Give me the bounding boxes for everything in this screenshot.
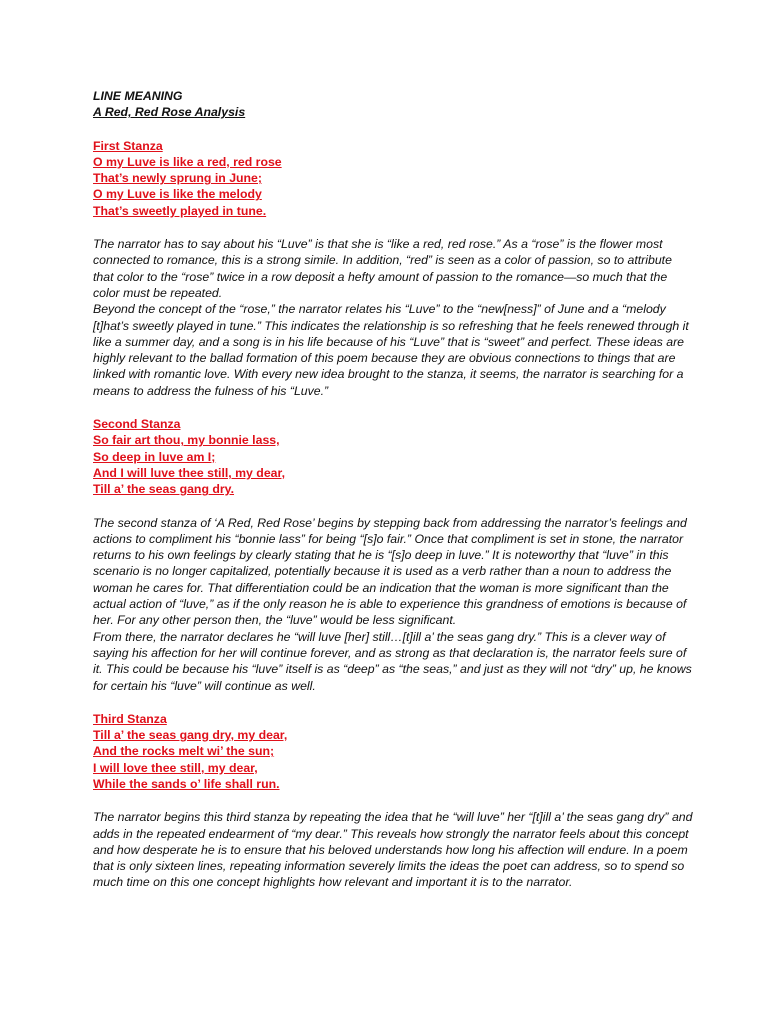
analysis-first-stanza: [93, 236, 693, 399]
analysis-second-stanza: [93, 515, 693, 694]
stanza-third: [93, 711, 693, 792]
stanza-line: And I will luve thee still, my dear,: [93, 465, 286, 480]
stanza-heading: First Stanza: [93, 138, 163, 153]
analysis-paragraph: The narrator has to say about his “Luve” is that she is “like a red, red rose.” As a “rose” is the flower most connected to romance, this is a strong simile. In addition, “red” is seen as a color of passion, so to attribute that color to the “rose” twice in a row deposit a hefty amount of passion to the romance—so much that the color must be repeated.: [93, 237, 672, 300]
stanza-line: That’s sweetly played in tune.: [93, 203, 267, 218]
document-page: [93, 88, 693, 891]
analysis-paragraph: From there, the narrator declares he “will luve [her] still…[t]ill a’ the seas gang dry.” This is a clever way of saying his affection for her will continue forever, and as strong as that declaration is, the narrator feels sure of it. This could be because his “luve” itself is as “deep” as “the seas,” and just as they will not “dry” up, he knows for certain his “luve” will continue as well.: [93, 629, 692, 693]
analysis-third-stanza: [93, 809, 693, 890]
stanza-line: I will love thee still, my dear,: [93, 760, 258, 775]
stanza-line: O my Luve is like the melody: [93, 187, 262, 202]
stanza-line: So deep in luve am I;: [93, 449, 216, 464]
document-title: LINE MEANING: [93, 89, 183, 103]
stanza-line: And the rocks melt wi’ the sun;: [93, 744, 275, 759]
stanza-heading: Second Stanza: [93, 417, 181, 432]
stanza-line: So fair art thou, my bonnie lass,: [93, 433, 280, 448]
stanza-line: That’s newly sprung in June;: [93, 171, 262, 186]
document-subtitle: A Red, Red Rose Analysis: [93, 105, 246, 120]
analysis-paragraph: The narrator begins this third stanza by repeating the idea that he “will luve” her “[t]ill a’ the seas gang dry” and adds in the repeated endearment of “my dear.” This reveals how strongly the narrator feels about this concept and how desperate he is to ensure that his beloved understands how long his affection will endure. In a poem that is only sixteen lines, repeating information severely limits the ideas the poet can address, so to spend so much time on this one concept highlights how relevant and important it is to the narrator.: [93, 810, 693, 890]
stanza-line: While the sands o’ life shall run.: [93, 776, 280, 791]
analysis-paragraph: Beyond the concept of the “rose,” the narrator relates his “Luve” to the “new[ness]” of June and a “melody [t]hat’s sweetly played in tune.” This indicates the relationship is so refreshing that he feels renewed through it like a summer day, and a song is in his life because of his “Luve” that is “sweet” and perfect. These ideas are highly relevant to the ballad formation of this poem because they are obvious connections to things that are linked with romantic love. With every new idea brought to the stanza, it seems, the narrator is searching for a means to address the fulness of his “Luve.”: [93, 302, 689, 398]
analysis-paragraph: The second stanza of ‘A Red, Red Rose’ begins by stepping back from addressing the narrator’s feelings and actions to compliment his “bonnie lass” for being “[s]o fair.” Once that compliment is set in stone, the narrator returns to his own feelings by clearly stating that he is “[s]o deep in luve.” It is noteworthy that “luve” in this scenario is no longer capitalized, potentially because it is used as a verb rather than a noun to address the woman he cares for. That differentiation could be an indication that the woman is more significant than the actual action of “luve,” as if the only reason he is able to experience this grandness of emotions is because of her. For any other person then, the “luve” would be less significant.: [93, 515, 687, 628]
stanza-second: [93, 416, 693, 497]
stanza-line: Till a’ the seas gang dry, my dear,: [93, 728, 288, 743]
stanza-line: O my Luve is like a red, red rose: [93, 154, 282, 169]
stanza-line: Till a’ the seas gang dry.: [93, 482, 235, 497]
stanza-first: [93, 138, 693, 219]
stanza-heading: Third Stanza: [93, 711, 167, 726]
